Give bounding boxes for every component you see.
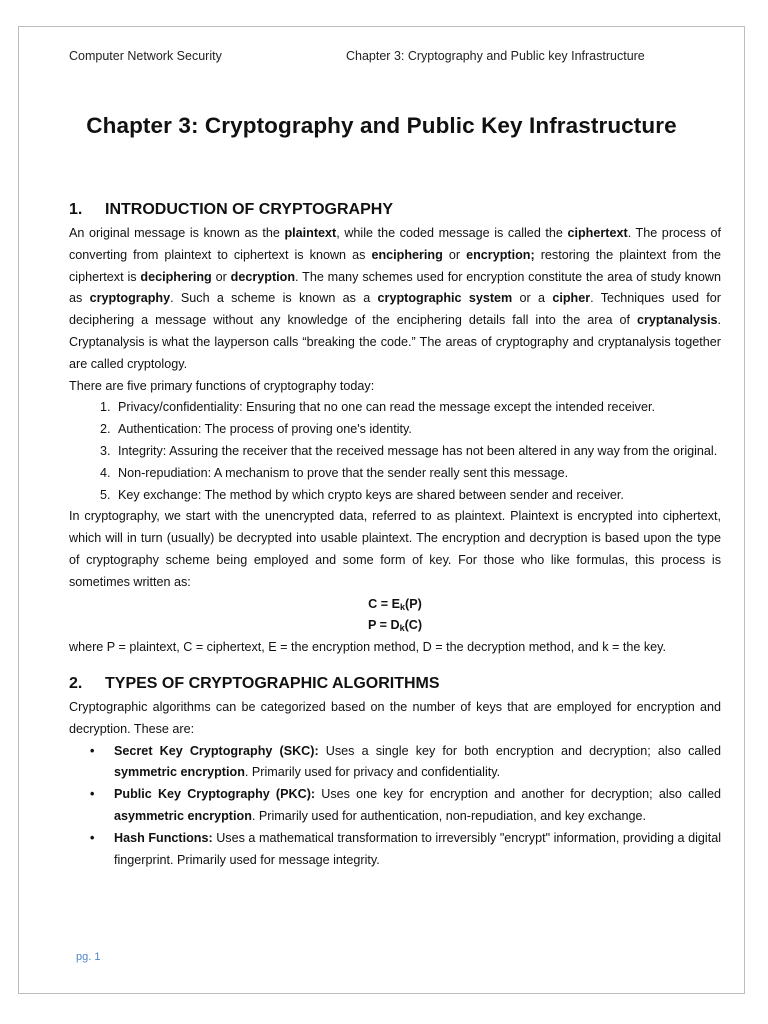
document-page — [18, 26, 745, 994]
list-item — [114, 397, 721, 419]
text-run: . Cryptanalysis is what the layperson calls “breaking the code.” The areas of cryptography and cryptanalysis together are called cryptology. — [69, 313, 721, 371]
list-item — [114, 441, 721, 463]
page-number: pg. 1 — [76, 951, 101, 963]
item-label: Non-repudiation: — [118, 465, 212, 480]
intro-paragraph — [69, 223, 721, 376]
item-label: Public Key Cryptography (PKC): — [114, 787, 316, 802]
text-run: restoring the plaintext from the ciphertext is — [69, 247, 721, 284]
algorithms-intro: Cryptographic algorithms can be categorized based on the number of keys that are employed for encryption and decryption. These are: — [69, 699, 721, 736]
section-1-number: 1. — [69, 201, 83, 218]
section-1-title: INTRODUCTION OF CRYPTOGRAPHY — [105, 201, 394, 218]
section-2-number: 2. — [69, 674, 83, 692]
formula-part: C = E — [368, 596, 401, 611]
term-cipher: cipher — [552, 291, 591, 306]
formula-subscript: k — [399, 623, 405, 634]
encryption-formula — [69, 594, 721, 616]
text-run: or — [211, 269, 231, 284]
header-right: Chapter 3: Cryptography and Public key Infrastructure — [346, 49, 645, 63]
header-left: Computer Network Security — [69, 49, 222, 63]
section-1-heading — [69, 199, 721, 221]
formula-subscript: k — [400, 601, 406, 612]
list-item — [114, 784, 721, 828]
item-label: Secret Key Cryptography (SKC): — [114, 743, 319, 758]
list-item — [114, 741, 721, 785]
list-item — [114, 828, 721, 872]
item-text: Uses a mathematical transformation to irreversibly "encrypt" information, providing a digital fingerprint. Primarily used for message integrity. — [114, 830, 721, 867]
text-run: or — [442, 247, 467, 262]
text-run: . Such a scheme is known as a — [170, 291, 378, 306]
text-run: , while the coded message is called the — [336, 226, 568, 240]
text-run: . The process of converting from plaintext to ciphertext is known as — [69, 226, 721, 262]
formula-part: P = D — [367, 618, 400, 633]
formula-legend: where P = plaintext, C = ciphertext, E = the encryption method, D = the decryption method, and k = the key. — [69, 640, 667, 655]
item-text: Uses a single key for both encryption and decryption; also called — [318, 743, 721, 758]
section-2-heading — [69, 673, 721, 695]
decryption-formula — [69, 615, 721, 637]
item-text: Ensuring that no one can read the message except the intended receiver. — [242, 400, 655, 415]
item-label: Integrity: — [118, 443, 167, 458]
item-term: symmetric encryption — [114, 765, 245, 780]
process-paragraph: In cryptography, we start with the unencrypted data, referred to as plaintext. Plaintext is encrypted into ciphertext, which will in turn (usually) be decrypted into usable plaintext. The encryption and decryption is based upon the type of cryptography scheme being employed and some form of key. For those who like formulas, this process is sometimes written as: — [69, 509, 721, 589]
item-text: . Primarily used for privacy and confidentiality. — [244, 765, 501, 780]
document-body — [69, 199, 721, 871]
text-run: . The many schemes used for encryption constitute the area of study known as — [69, 269, 721, 306]
functions-intro: There are five primary functions of cryptography today: — [69, 378, 375, 393]
item-label: Privacy/confidentiality: — [118, 400, 243, 415]
text-run: . Techniques used for deciphering a message without any knowledge of the enciphering details fall into the area of — [69, 291, 721, 328]
item-text: Assuring the receiver that the received message has not been altered in any way from the original. — [166, 443, 718, 458]
term-plaintext: plaintext — [284, 226, 337, 240]
chapter-title: Chapter 3: Cryptography and Public Key Infrastructure — [86, 113, 677, 138]
running-header — [69, 49, 709, 63]
list-item — [114, 463, 721, 485]
text-run: or a — [512, 291, 553, 306]
algorithms-list — [69, 741, 721, 872]
item-label: Key exchange: — [118, 487, 202, 502]
functions-list — [69, 397, 721, 506]
item-text: The method by which crypto keys are shared between sender and receiver. — [201, 487, 624, 502]
term-enciphering: enciphering — [371, 247, 443, 262]
formula-part: (P) — [405, 596, 422, 611]
term-cryptography: cryptography — [89, 291, 171, 306]
item-term: asymmetric encryption — [114, 808, 252, 823]
item-text: . Primarily used for authentication, non-repudiation, and key exchange. — [251, 808, 647, 823]
item-text: A mechanism to prove that the sender really sent this message. — [211, 465, 569, 480]
term-cryptographic-system: cryptographic system — [377, 291, 513, 306]
section-2-title: TYPES OF CRYPTOGRAPHIC ALGORITHMS — [105, 674, 440, 692]
list-item — [114, 419, 721, 441]
term-cryptanalysis: cryptanalysis — [636, 313, 718, 328]
item-label: Hash Functions: — [114, 830, 213, 845]
item-label: Authentication: — [118, 422, 202, 437]
term-ciphertext: ciphertext — [567, 226, 628, 240]
list-item — [114, 485, 721, 507]
item-text: Uses one key for encryption and another for decryption; also called — [315, 787, 721, 802]
term-decryption: decryption — [230, 269, 296, 284]
term-deciphering: deciphering — [140, 269, 212, 284]
item-text: The process of proving one's identity. — [201, 422, 412, 437]
text-run: An original message is known as the — [69, 226, 285, 240]
term-encryption: encryption; — [466, 247, 535, 262]
formula-part: (C) — [404, 618, 423, 633]
